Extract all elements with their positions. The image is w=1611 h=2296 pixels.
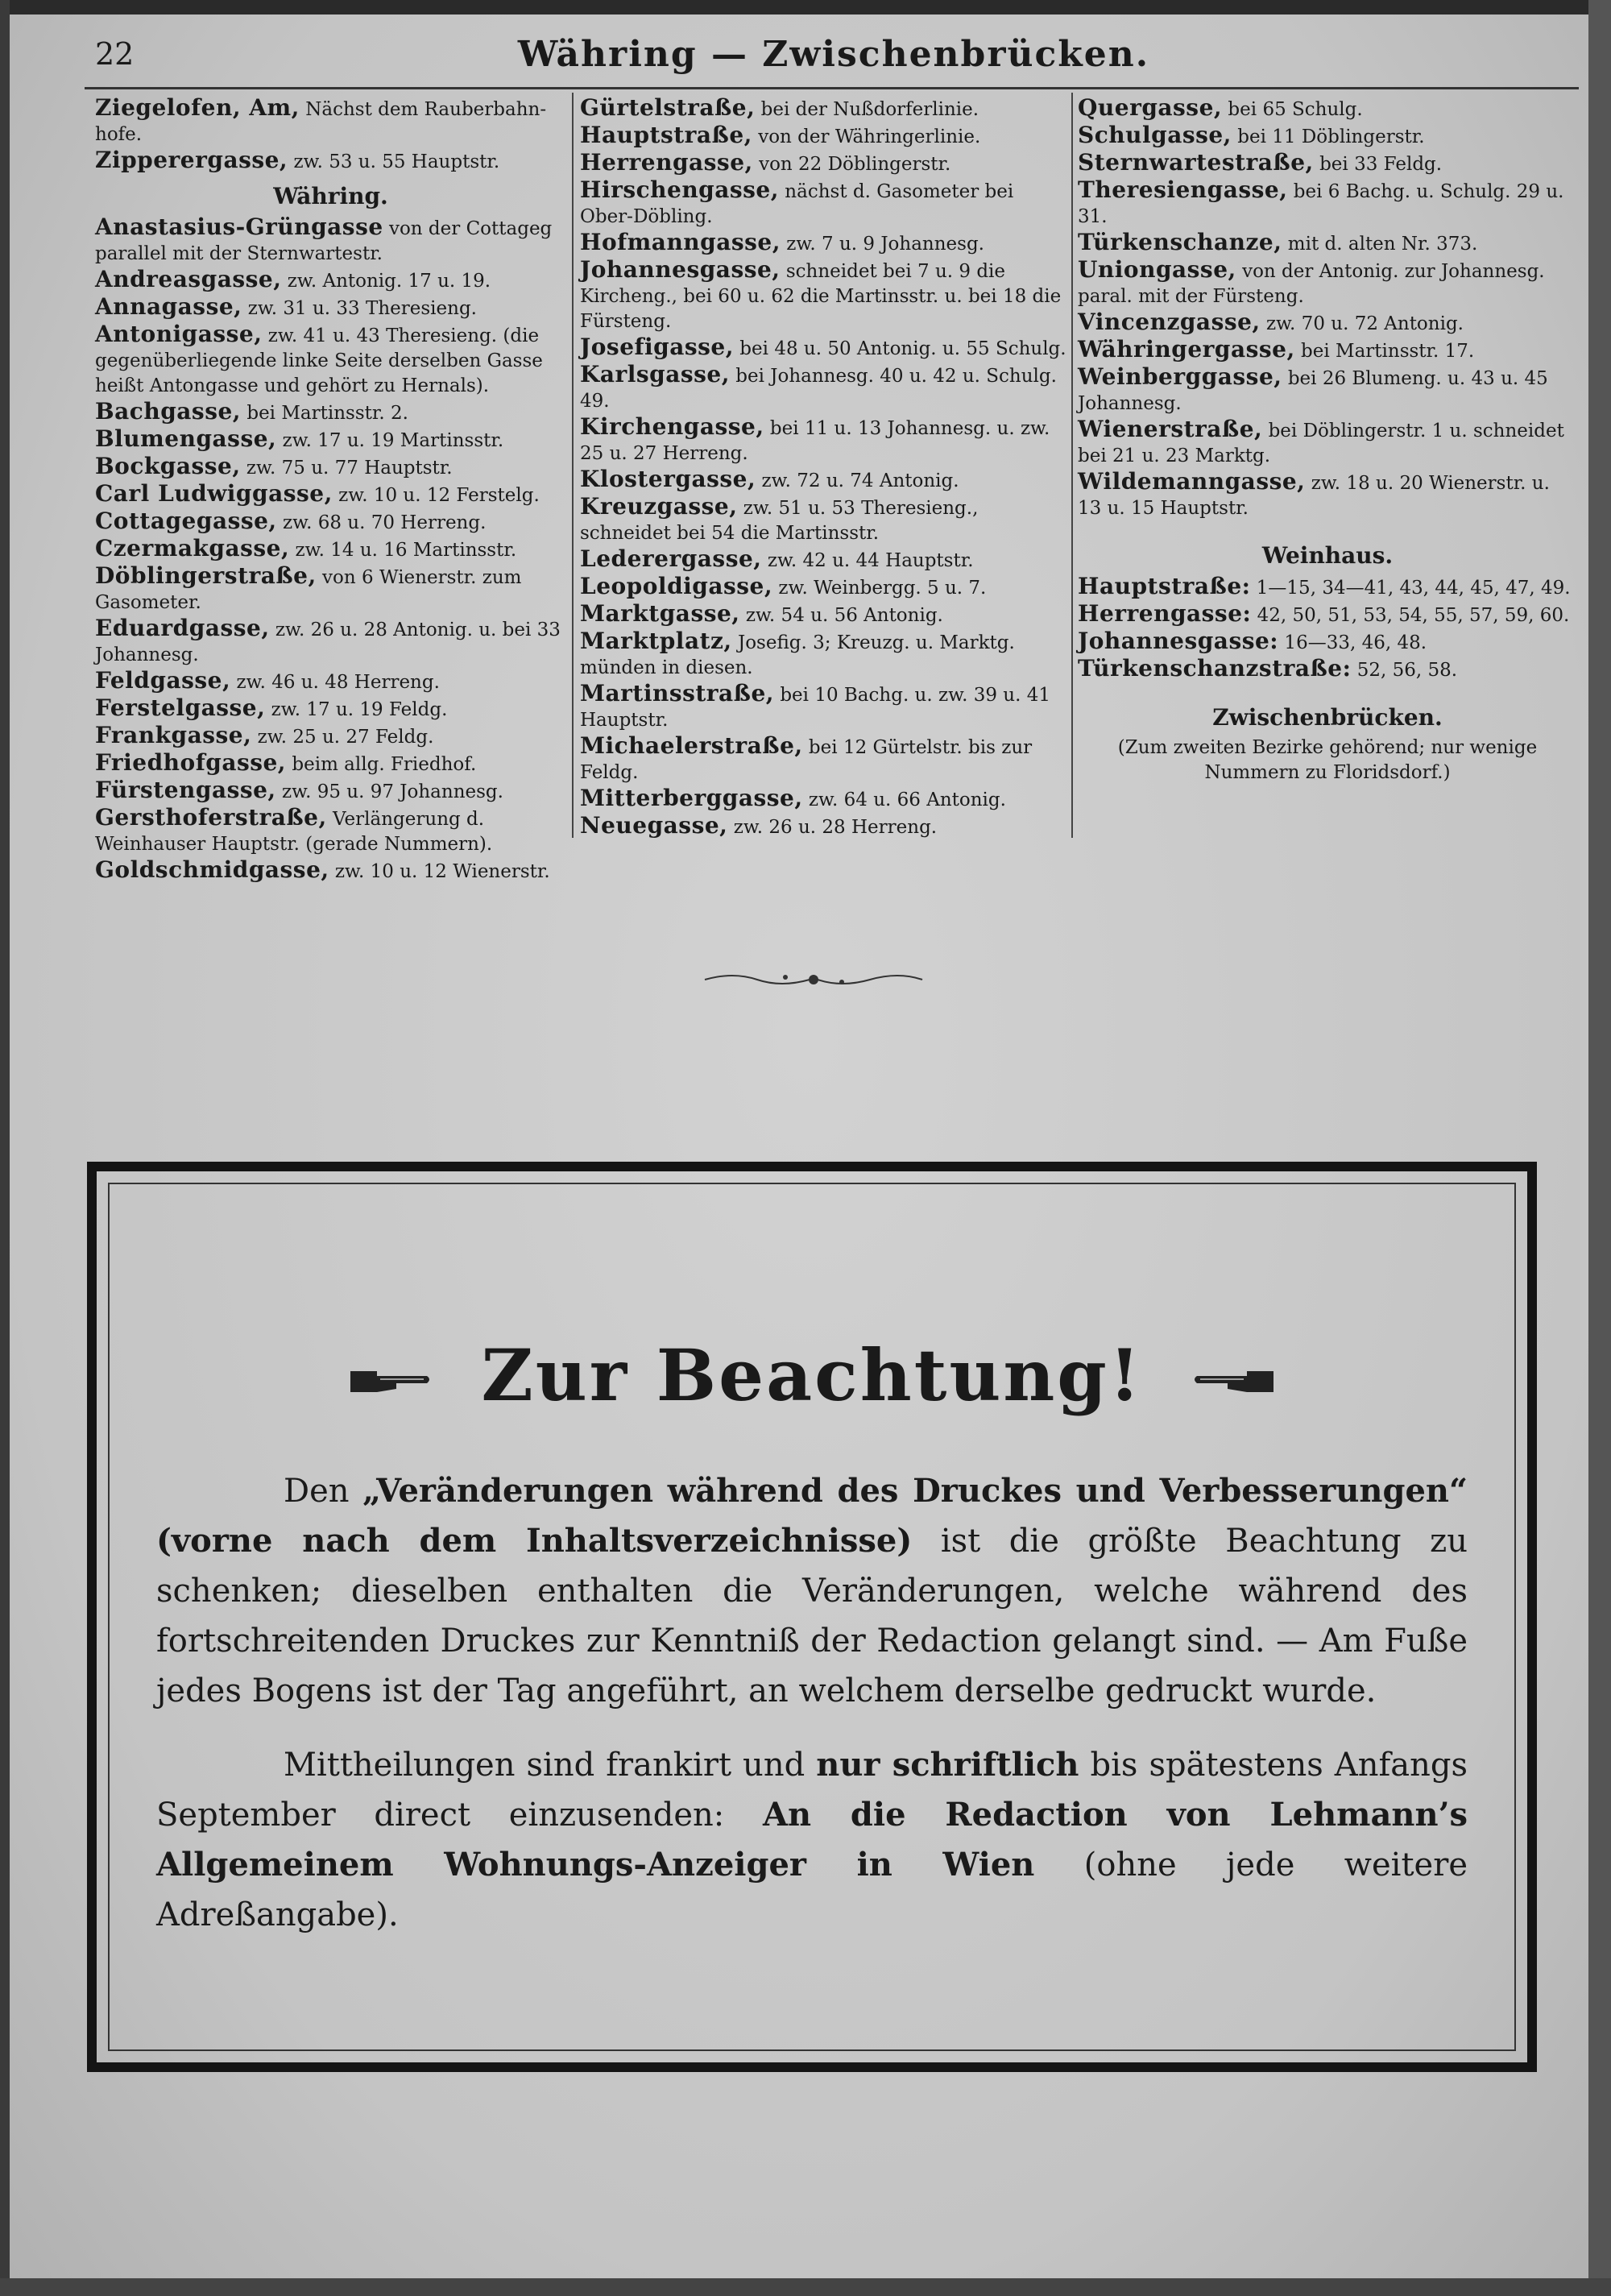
street-location: bei 33 Feldg. xyxy=(1313,154,1443,175)
street-entry xyxy=(580,574,1067,601)
street-entry xyxy=(95,508,566,536)
street-name: Hauptstraße: xyxy=(1078,573,1251,599)
street-entry xyxy=(580,466,1067,494)
street-location: zw. 42 u. 44 Hauptstr. xyxy=(761,550,974,571)
street-name: Hauptstraße, xyxy=(580,122,752,148)
notice-title-text: Zur Beachtung! xyxy=(481,1333,1143,1417)
street-name: Wildemanngasse, xyxy=(1078,468,1306,495)
scan-edge-top xyxy=(0,0,1611,15)
street-name: Feldgasse, xyxy=(95,667,231,694)
street-entry xyxy=(95,321,566,399)
street-name: Zipperergasse, xyxy=(95,147,288,173)
text-span: bis spätestens Anfangs September direct einzusenden: xyxy=(156,1747,1468,1834)
street-location: bei 12 Gürtelstr. bis zur Feldg. xyxy=(580,737,1033,783)
street-location: bei Martinsstr. 2. xyxy=(241,403,408,424)
house-numbers: 52, 56, 58. xyxy=(1351,660,1458,681)
section-heading-zwischenbruecken: Zwischenbrücken. xyxy=(1212,704,1443,731)
street-entry xyxy=(95,399,566,426)
street-location: beim allg. Friedhof. xyxy=(286,754,477,775)
street-location: zw. 10 u. 12 Ferstelg. xyxy=(332,485,540,506)
street-entry xyxy=(1078,337,1577,364)
street-entry xyxy=(1078,95,1577,122)
street-name: Karlsgasse, xyxy=(580,361,730,388)
street-location: zw. 14 u. 16 Martinsstr. xyxy=(289,540,517,561)
street-entry xyxy=(580,257,1067,334)
street-name: Herrengasse: xyxy=(1078,600,1252,627)
street-location: bei 10 Bachg. u. zw. 39 u. 41 Hauptstr. xyxy=(580,685,1050,731)
street-location: zw. 75 u. 77 Hauptstr. xyxy=(240,458,453,479)
street-location: zw. 26 u. 28 Antonig. u. bei 33 Johannesg. xyxy=(95,620,561,665)
street-name: Cottagegasse, xyxy=(95,508,277,534)
street-name: Schulgasse, xyxy=(1078,122,1232,148)
street-location: zw. 25 u. 27 Feldg. xyxy=(251,727,434,748)
street-entry xyxy=(95,536,566,563)
street-entry xyxy=(580,414,1067,466)
street-location: zw. 53 u. 55 Hauptstr. xyxy=(288,151,500,172)
header-rule xyxy=(85,87,1579,89)
street-name: Währingergasse, xyxy=(1078,336,1295,363)
street-location: zw. 54 u. 56 Antonig. xyxy=(739,605,943,626)
house-numbers: 1—15, 34—41, 43, 44, 45, 47, 49. xyxy=(1250,578,1571,599)
street-entry xyxy=(1078,230,1577,257)
street-entry xyxy=(580,362,1067,414)
street-entry xyxy=(1078,628,1577,656)
street-name: Klostergasse, xyxy=(580,466,756,492)
street-name: Carl Ludwiggasse, xyxy=(95,480,333,507)
street-location: zw. Weinbergg. 5 u. 7. xyxy=(772,578,987,599)
street-column-3 xyxy=(1078,95,1577,785)
street-name: Sternwartestraße, xyxy=(1078,149,1314,176)
street-name: Michaelerstraße, xyxy=(580,732,803,759)
street-entry xyxy=(1078,469,1577,521)
street-name: Kreuzgasse, xyxy=(580,493,738,520)
street-location: bei 6 Bachg. u. Schulg. 29 u. 31. xyxy=(1078,181,1564,227)
street-entry xyxy=(95,695,566,723)
street-location: schneidet bei 7 u. 9 die Kircheng., bei 60 u. 62 die Martinsstr. u. bei 18 die Fürsteng. xyxy=(580,261,1062,332)
street-location: mit d. alten Nr. 373. xyxy=(1282,234,1478,255)
street-location: zw. 26 u. 28 Herreng. xyxy=(727,817,938,838)
street-entry xyxy=(95,214,566,267)
street-entry xyxy=(95,805,566,857)
street-location: von der Cottageg parallel mit der Sternwartestr. xyxy=(95,218,553,264)
street-name: Weinberggasse, xyxy=(1078,363,1282,390)
street-column-2 xyxy=(580,95,1067,840)
street-entry xyxy=(1078,574,1577,601)
scan-edge-left xyxy=(0,0,10,2296)
street-location: zw. 17 u. 19 Feldg. xyxy=(265,699,448,720)
street-entry xyxy=(580,601,1067,628)
text-span: ist die größte Beachtung zu schenken; dieselben enthalten die Veränderungen, welche während des fortschreitenden Druckes zur Kenntniß der Redaction gelangt sind. — Am Fuße jedes Bogens ist der Tag angeführt, an welchem derselbe gedruckt wurde. xyxy=(156,1523,1468,1710)
street-name: Bachgasse, xyxy=(95,398,242,425)
street-name: Fürstengasse, xyxy=(95,777,276,803)
street-entry xyxy=(580,122,1067,150)
street-name: Vincenzgasse, xyxy=(1078,309,1261,335)
street-name: Leopoldigasse, xyxy=(580,573,773,599)
street-name: Gersthoferstraße, xyxy=(95,804,327,831)
street-entry xyxy=(1078,309,1577,337)
street-entry xyxy=(95,426,566,454)
street-name: Gürtelstraße, xyxy=(580,94,756,121)
street-name: Türkenschanze, xyxy=(1078,229,1282,255)
street-location: bei 26 Blumeng. u. 43 u. 45 Johannesg. xyxy=(1078,368,1548,414)
street-location: Josefig. 3; Kreuzg. u. Marktg. münden in diesen. xyxy=(580,632,1015,678)
street-name: Goldschmidgasse, xyxy=(95,856,329,883)
street-location: bei 48 u. 50 Antonig. u. 55 Schulg. xyxy=(734,338,1066,359)
street-location: von 22 Döblingerstr. xyxy=(752,154,951,175)
street-entry xyxy=(95,563,566,615)
street-location: zw. 31 u. 33 Theresieng. xyxy=(242,298,477,319)
street-location: nächst d. Gasometer bei Ober-Döbling. xyxy=(580,181,1014,227)
street-location: Verlängerung d. Weinhauser Hauptstr. (gerade Nummern). xyxy=(95,809,493,855)
pointing-hand-left-icon xyxy=(1189,1361,1278,1402)
street-entry xyxy=(1078,177,1577,230)
text-span: Den xyxy=(284,1473,362,1510)
street-name: Czermakgasse, xyxy=(95,535,290,562)
page-number: 22 xyxy=(95,36,135,72)
column-rule xyxy=(572,93,574,838)
street-name: Marktplatz, xyxy=(580,628,732,654)
street-name: Eduardgasse, xyxy=(95,615,270,641)
street-location: bei Martinsstr. 17. xyxy=(1294,341,1475,362)
street-location: zw. 10 u. 12 Wienerstr. xyxy=(329,861,550,882)
street-location: bei Johannesg. 40 u. 42 u. Schulg. 49. xyxy=(580,366,1057,412)
street-location: zw. Antonig. 17 u. 19. xyxy=(281,271,491,292)
street-entry xyxy=(1078,656,1577,683)
street-entry xyxy=(95,95,566,147)
running-head: Währing — Zwischenbrücken. xyxy=(517,34,1150,75)
street-entry xyxy=(580,681,1067,733)
street-name: Martinsstraße, xyxy=(580,680,775,707)
street-name: Josefigasse, xyxy=(580,334,734,360)
scan-edge-bottom xyxy=(0,2278,1611,2296)
street-name: Johannesgasse, xyxy=(580,256,781,283)
column-rule xyxy=(1071,93,1073,838)
street-location: von der Antonig. zur Johannesg. paral. mit der Fürsteng. xyxy=(1078,261,1545,307)
street-entry xyxy=(580,494,1067,546)
street-entry xyxy=(580,628,1067,681)
street-entry xyxy=(1078,122,1577,150)
street-name: Hirschengasse, xyxy=(580,176,779,203)
street-location: bei Döblingerstr. 1 u. schneidet bei 21 u. 23 Marktg. xyxy=(1078,421,1564,466)
street-location: bei 65 Schulg. xyxy=(1222,99,1363,120)
street-entry xyxy=(95,750,566,777)
text-span: Mittheilungen sind frankirt und xyxy=(284,1747,817,1784)
street-entry xyxy=(1078,601,1577,628)
street-entry xyxy=(95,294,566,321)
street-name: Johannesgasse: xyxy=(1078,628,1279,654)
street-location: bei 11 u. 13 Johannesg. u. zw. 25 u. 27 Herreng. xyxy=(580,418,1050,464)
notice-paragraph-1 xyxy=(156,1466,1468,1716)
street-name: Marktgasse, xyxy=(580,600,740,627)
street-entry xyxy=(1078,364,1577,417)
street-entry xyxy=(1078,417,1577,469)
street-name: Hofmanngasse, xyxy=(580,229,781,255)
street-entry xyxy=(95,857,566,885)
street-name: Anastasius-Grüngasse xyxy=(95,213,383,240)
scan-edge-right xyxy=(1588,0,1611,2296)
street-entry xyxy=(95,454,566,481)
ornament-divider-icon xyxy=(701,965,926,994)
emphasized-text: nur schriftlich xyxy=(816,1746,1079,1784)
notice-paragraph-2 xyxy=(156,1740,1468,1940)
notice-body xyxy=(156,1466,1468,1964)
street-name: Ferstelgasse, xyxy=(95,694,266,721)
street-entry xyxy=(580,546,1067,574)
street-name: Annagasse, xyxy=(95,293,242,320)
house-numbers: 16—33, 46, 48. xyxy=(1278,632,1427,653)
street-location: bei 11 Döblingerstr. xyxy=(1231,126,1425,147)
street-location: zw. 70 u. 72 Antonig. xyxy=(1260,313,1464,334)
street-entry xyxy=(1078,150,1577,177)
street-location: zw. 17 u. 19 Martinsstr. xyxy=(276,430,504,451)
street-name: Antonigasse, xyxy=(95,321,263,347)
street-name: Herrengasse, xyxy=(580,149,753,176)
street-name: Türkenschanzstraße: xyxy=(1078,655,1352,682)
street-entry xyxy=(580,733,1067,785)
street-name: Neuegasse, xyxy=(580,812,728,839)
text-span: (ohne jede weitere Adreßangabe). xyxy=(156,1846,1468,1933)
street-location: zw. 51 u. 53 Theresieng., schneidet bei 54 die Martinsstr. xyxy=(580,498,979,544)
street-location: bei der Nußdorferlinie. xyxy=(755,99,979,120)
emphasized-reference: „Veränderungen während des Druckes und Verbesserungen“ (vorne nach dem Inhaltsverzeichnisse) xyxy=(156,1472,1468,1560)
street-name: Frankgasse, xyxy=(95,722,252,748)
street-name: Mitterberggasse, xyxy=(580,785,803,811)
notice-heading xyxy=(110,1333,1514,1417)
street-entry xyxy=(95,777,566,805)
street-entry xyxy=(580,785,1067,813)
district-note: (Zum zweiten Bezirke gehörend; nur wenige Nummern zu Floridsdorf.) xyxy=(1117,737,1538,783)
street-location: zw. 41 u. 43 Theresieng. (die gegenüberliegende linke Seite derselben Gasse heißt Antongasse und gehört zu Hernals). xyxy=(95,325,543,396)
street-name: Bockgasse, xyxy=(95,453,241,479)
street-location: zw. 64 u. 66 Antonig. xyxy=(802,790,1006,810)
street-entry xyxy=(580,813,1067,840)
pointing-hand-right-icon xyxy=(346,1361,435,1402)
street-location: zw. 68 u. 70 Herreng. xyxy=(276,512,487,533)
street-entry xyxy=(95,267,566,294)
street-column-1 xyxy=(95,95,566,885)
street-entry xyxy=(95,668,566,695)
street-location: zw. 95 u. 97 Johannesg. xyxy=(275,781,503,802)
postal-address: An die Redaction von Lehmann’s Allgemeinem Wohnungs-Anzeiger in Wien xyxy=(156,1796,1468,1884)
notice-box xyxy=(87,1162,1537,2072)
notice-inner-frame xyxy=(108,1183,1516,2051)
street-name: Theresiengasse, xyxy=(1078,176,1288,203)
street-entry xyxy=(580,150,1067,177)
street-entry xyxy=(95,147,566,175)
street-name: Ziegelofen, Am, xyxy=(95,94,300,121)
street-name: Döblingerstraße, xyxy=(95,562,317,589)
section-heading-waehring: Währing. xyxy=(273,183,388,209)
street-location: zw. 7 u. 9 Johannesg. xyxy=(780,234,984,255)
street-name: Wienerstraße, xyxy=(1078,416,1263,442)
street-name: Friedhofgasse, xyxy=(95,749,287,776)
street-location: Nächst dem Rauberbahn-hofe. xyxy=(95,99,547,145)
street-name: Blumengasse, xyxy=(95,425,277,452)
street-entry xyxy=(95,723,566,750)
street-name: Quergasse, xyxy=(1078,94,1223,121)
street-location: zw. 46 u. 48 Herreng. xyxy=(230,672,440,693)
street-name: Kirchengasse, xyxy=(580,413,764,440)
street-name: Andreasgasse, xyxy=(95,266,282,292)
street-location: von der Währingerlinie. xyxy=(752,126,981,147)
street-location: zw. 18 u. 20 Wienerstr. u. 13 u. 15 Hauptstr. xyxy=(1078,473,1550,519)
street-entry xyxy=(95,481,566,508)
section-heading-weinhaus: Weinhaus. xyxy=(1261,542,1394,569)
street-entry xyxy=(1078,257,1577,309)
street-location: von 6 Wienerstr. zum Gasometer. xyxy=(95,567,522,613)
street-name: Uniongasse, xyxy=(1078,256,1236,283)
street-entry xyxy=(580,334,1067,362)
street-entry xyxy=(95,615,566,668)
street-entry xyxy=(580,95,1067,122)
street-entry xyxy=(580,177,1067,230)
street-name: Lederergasse, xyxy=(580,545,762,572)
house-numbers: 42, 50, 51, 53, 54, 55, 57, 59, 60. xyxy=(1251,605,1570,626)
street-entry xyxy=(580,230,1067,257)
street-location: zw. 72 u. 74 Antonig. xyxy=(756,470,959,491)
